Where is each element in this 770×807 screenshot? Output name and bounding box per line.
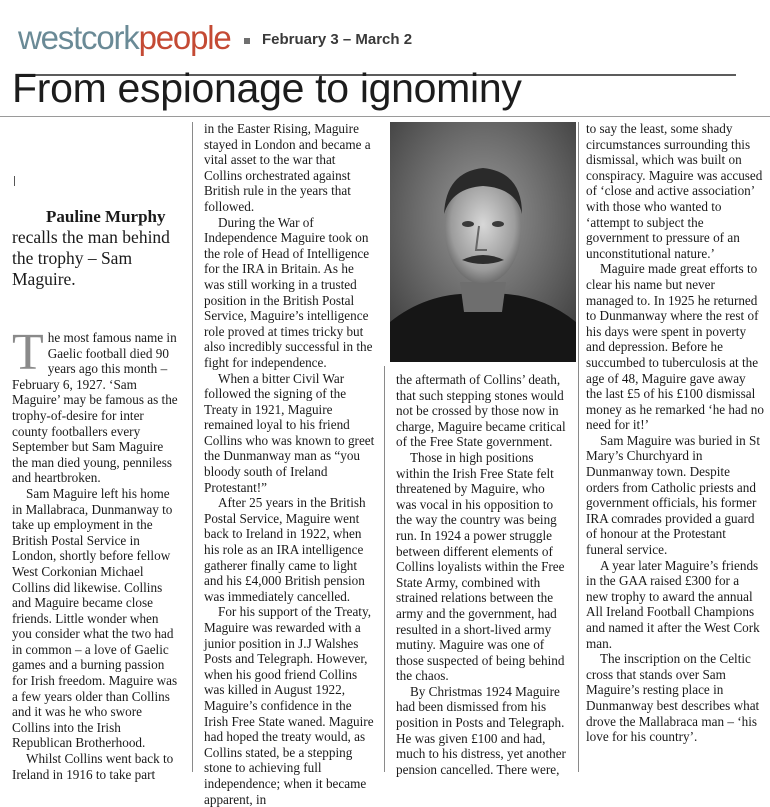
issue-date: February 3 – March 2 bbox=[262, 31, 413, 48]
paragraph: By Christmas 1924 Maguire had been dismissed from his position in Posts and Telegraph. He was given £100 and had, much to his distress, yet another pension cancelled. There were, bbox=[396, 683, 566, 777]
paragraph: When a bitter Civil War followed the signing of the Treaty in 1921, Maguire remained loyal to his friend Collins who was known to greet the Dunmanway man as “you bloody south of Ireland Protestant!” bbox=[204, 370, 375, 495]
paragraph: For his support of the Treaty, Maguire was rewarded with a junior position in J.J Walshes Posts and Telegraph. However, when his good friend Collins was killed in August 1922, Maguire’s confidence in the Irish Free State waned. Maguire had hoped the treaty would, as Collins stated, be a stepping stone to achieving full independence; when it became apparent, in bbox=[204, 604, 374, 807]
paragraph: in the Easter Rising, Maguire stayed in London and became a vital asset to the war that Collins orchestrated against British rule in the years that followed. bbox=[204, 121, 371, 214]
standfirst: recalls the man behind the trophy – Sam Maguire. bbox=[12, 227, 170, 289]
paragraph: to say the least, some shady circumstances surrounding this dismissal, which was built on conspiracy. Maguire was accused of ‘close and active association’ with those who wanted to ‘attempt to subject the government to pressure of an unconstitutional nature.’ bbox=[586, 121, 763, 261]
paragraph: Those in high positions within the Irish Free State felt threatened by Maguire, who was vocal in his opposition to the way the country was being run. In 1924 a power struggle between different elements of Collins loyalists within the Free State Army, combined with strained relations between the army and the government, had resulted in a short-lived army mutiny. Maguire was one of those suspected of being behind the chaos. bbox=[396, 449, 565, 684]
photo-eye-left bbox=[462, 221, 474, 227]
brand-part1: westcork bbox=[18, 19, 139, 56]
brand-logo bbox=[18, 18, 231, 58]
column-3 bbox=[396, 372, 568, 777]
paragraph: Maguire made great efforts to clear his name but never managed to. In 1925 he returned to Dunmanway where the rest of his days were spent in poverty and depression. Before he succumbed to tuberculosis at the age of 48, Maguire gave away the last £5 of his £100 dismissal money as he remarked ‘he had no need for it!’ bbox=[586, 261, 764, 433]
paragraph: Sam Maguire was buried in St Mary’s Churchyard in Dunmanway town. Despite orders from Catholic priests and government officials, his former IRA comrades provided a guard of honour at the Protestant funeral service. bbox=[586, 432, 761, 558]
column-divider-1 bbox=[192, 122, 193, 772]
portrait-image bbox=[390, 122, 576, 362]
paragraph: the aftermath of Collins’ death, that such stepping stones would not be crossed by those now in charge, Maguire became critical of the Free State government. bbox=[396, 372, 566, 450]
paragraph: Sam Maguire left his home in Mallabraca, Dunmanway to take up employment in the British Postal Service in London, shortly before fellow West Corkonian Michael Collins did likewise. Collins and Maguire became close friends. Little wonder when you consider what the two had in common – a love of Gaelic games and a burning passion for Irish freedom. Maguire was a few years older than Collins and it was he who swore Collins into the Irish Republican Brotherhood. bbox=[12, 485, 178, 751]
date-separator-square bbox=[244, 38, 250, 44]
paragraph: The inscription on the Celtic cross that stands over Sam Maguire’s resting place in Dunmanway best describes what drove the Mallabraca man – ‘his love for his country’. bbox=[586, 651, 760, 745]
lead-text: he most famous name in Gaelic football died 90 years ago this month – February 6, 1927. ‘Sam Maguire’ may be famous as the trophy-of-desire for inter county footballers every September but Sam Maguire the man died young, penniless and heartbroken. bbox=[12, 330, 178, 486]
author-name: Pauline Murphy bbox=[46, 207, 166, 226]
paragraph bbox=[12, 324, 178, 486]
photo-neck bbox=[460, 282, 506, 312]
column-1 bbox=[12, 324, 178, 782]
column-2 bbox=[204, 121, 376, 807]
byline-marker bbox=[14, 176, 15, 186]
brand-part2: people bbox=[138, 19, 231, 56]
drop-cap: T bbox=[12, 324, 44, 381]
column-divider-2 bbox=[384, 366, 385, 772]
paragraph: After 25 years in the British Postal Service, Maguire went back to Ireland in 1922, when his role as an IRA intelligence gatherer finally came to light and his £4,000 British pension was immediately cancelled. bbox=[204, 495, 366, 604]
column-divider-3 bbox=[578, 122, 579, 772]
photo-eye-right bbox=[492, 221, 504, 227]
portrait-photo bbox=[390, 122, 576, 362]
paragraph: During the War of Independence Maguire took on the role of Head of Intelligence for the IRA in Britain. As he was still working in a trusted position in the British Postal Service, Maguire’s intelligence role proved at times tricky but also incredibly successful in the fight for independence. bbox=[204, 214, 373, 370]
paragraph: A year later Maguire’s friends in the GAA raised £300 for a new trophy to award the annual All Ireland Football Champions and named it after the West Cork man. bbox=[586, 557, 760, 651]
paragraph: Whilst Collins went back to Ireland in 1916 to take part bbox=[12, 751, 174, 782]
headline: From espionage to ignominy bbox=[12, 65, 522, 111]
byline bbox=[12, 206, 182, 290]
headline-rule bbox=[0, 116, 770, 117]
column-4 bbox=[586, 121, 764, 745]
masthead bbox=[18, 16, 758, 56]
